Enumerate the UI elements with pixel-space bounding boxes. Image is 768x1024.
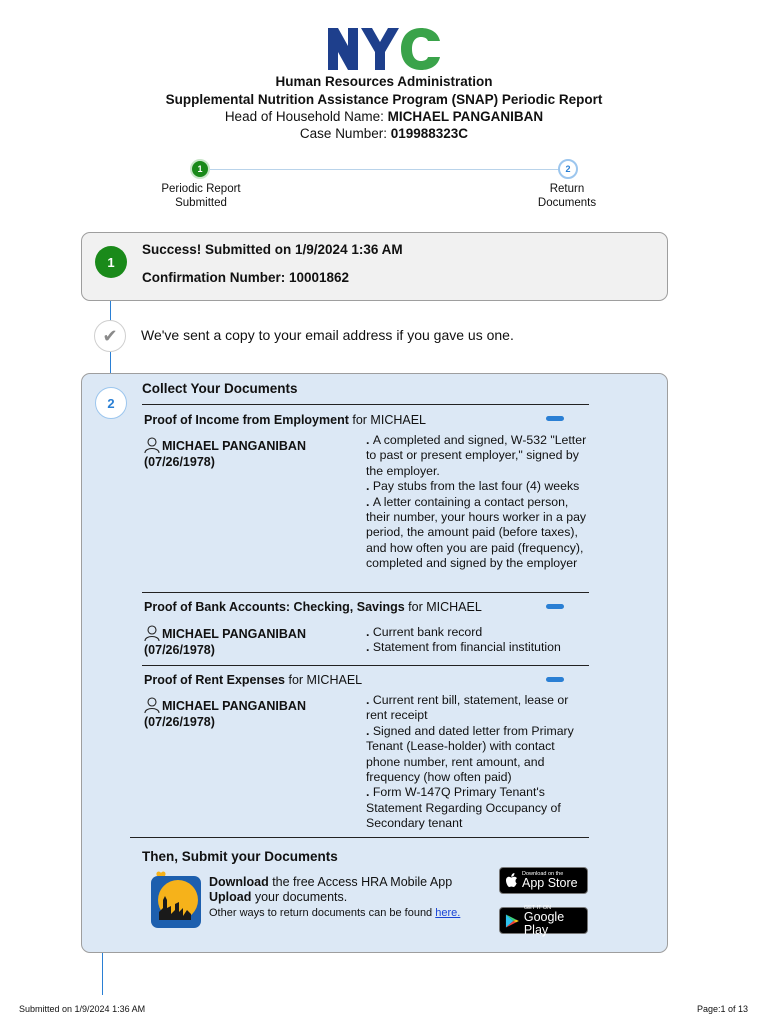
step-1-label: Periodic Report Submitted xyxy=(161,183,241,209)
list-item: . Current rent bill, statement, lease or rent receipt xyxy=(366,693,569,723)
household-member: MICHAEL PANGANIBAN (07/26/1978) xyxy=(144,439,306,469)
section-divider xyxy=(142,592,589,593)
submit-documents-title: Then, Submit your Documents xyxy=(142,849,338,864)
hoh-label: Head of Household Name: xyxy=(224,109,384,124)
checkmark-icon: ✔ xyxy=(94,320,126,352)
list-item: . A completed and signed, W-532 "Letter to past or present employer," signed by the employer. xyxy=(366,433,587,478)
person-icon xyxy=(144,697,162,713)
footer-page-number: Page:1 of 13 xyxy=(696,1004,748,1014)
list-item: . A letter containing a contact person, their number, your hours worker in a pay period, the amount paid (before taxes), and how often you are paid (frequency), completed and signed by the employer xyxy=(366,494,587,571)
doc-section-heading: Proof of Rent Expenses for MICHAEL xyxy=(144,673,363,687)
hoh-value: MICHAEL PANGANIBAN xyxy=(387,109,544,124)
doc-section-heading: Proof of Bank Accounts: Checking, Savings for MICHAEL xyxy=(144,600,482,614)
other-ways-text: Other ways to return documents can be found here. xyxy=(209,907,461,919)
collapse-toggle[interactable] xyxy=(546,416,564,421)
case-number xyxy=(0,125,768,142)
household-member: MICHAEL PANGANIBAN (07/26/1978) xyxy=(144,699,306,729)
nyc-logo xyxy=(328,28,440,70)
timeline-line xyxy=(102,953,103,995)
google-play-button[interactable]: GET IT ON Google Play xyxy=(499,907,588,934)
list-item: . Statement from financial institution xyxy=(366,640,561,655)
collapse-toggle[interactable] xyxy=(546,677,564,682)
person-icon xyxy=(144,625,162,641)
collect-documents-title: Collect Your Documents xyxy=(142,381,298,396)
case-value: 019988323C xyxy=(390,126,469,141)
timeline-line xyxy=(110,301,111,321)
case-label: Case Number: xyxy=(299,126,387,141)
household-member: MICHAEL PANGANIBAN (07/26/1978) xyxy=(144,627,306,657)
step-1-badge: 1 xyxy=(95,246,127,278)
section-divider xyxy=(142,404,589,405)
head-of-household xyxy=(0,108,768,125)
footer-submitted: Submitted on 1/9/2024 1:36 AM xyxy=(19,1004,146,1014)
document-list xyxy=(366,625,588,656)
step-2-badge: 2 xyxy=(95,387,127,419)
success-message: Success! Submitted on 1/9/2024 1:36 AM xyxy=(142,242,403,257)
list-item: . Pay stubs from the last four (4) weeks xyxy=(366,479,580,494)
list-item: . Current bank record xyxy=(366,625,483,639)
step-2-indicator: 2 xyxy=(558,159,578,179)
timeline-line xyxy=(110,352,111,374)
doc-section-heading: Proof of Income from Employment for MICHAEL xyxy=(144,413,427,427)
confirmation-number: Confirmation Number: 10001862 xyxy=(142,270,350,285)
step-1-indicator: 1 xyxy=(190,159,210,179)
step-2-label: Return Documents xyxy=(537,183,597,209)
upload-instructions: Upload your documents. xyxy=(209,890,348,904)
download-instructions: Download the free Access HRA Mobile App xyxy=(209,875,453,889)
section-divider xyxy=(130,837,589,838)
document-list xyxy=(366,433,588,572)
section-divider xyxy=(142,665,589,666)
list-item: . Signed and dated letter from Primary Tenant (Lease-holder) with contact phone number, rent amount, and frequency (how often paid) xyxy=(366,723,574,785)
access-hra-app-icon[interactable] xyxy=(149,870,203,930)
other-ways-link[interactable]: here. xyxy=(435,907,461,919)
list-item: . Form W-147Q Primary Tenant's Statement Regarding Occupancy of Secondary tenant xyxy=(366,785,561,831)
program-title: Supplemental Nutrition Assistance Program (SNAP) Periodic Report xyxy=(165,92,603,107)
document-list xyxy=(366,693,588,832)
agency-name: Human Resources Administration xyxy=(275,74,493,89)
google-play-icon xyxy=(505,913,520,929)
app-store-button[interactable]: Download on the App Store xyxy=(499,867,588,894)
apple-icon xyxy=(505,873,518,888)
email-notice: We've sent a copy to your email address if you gave us one. xyxy=(141,327,514,343)
stepper-connector xyxy=(210,169,560,170)
person-icon xyxy=(144,437,162,453)
collapse-toggle[interactable] xyxy=(546,604,564,609)
